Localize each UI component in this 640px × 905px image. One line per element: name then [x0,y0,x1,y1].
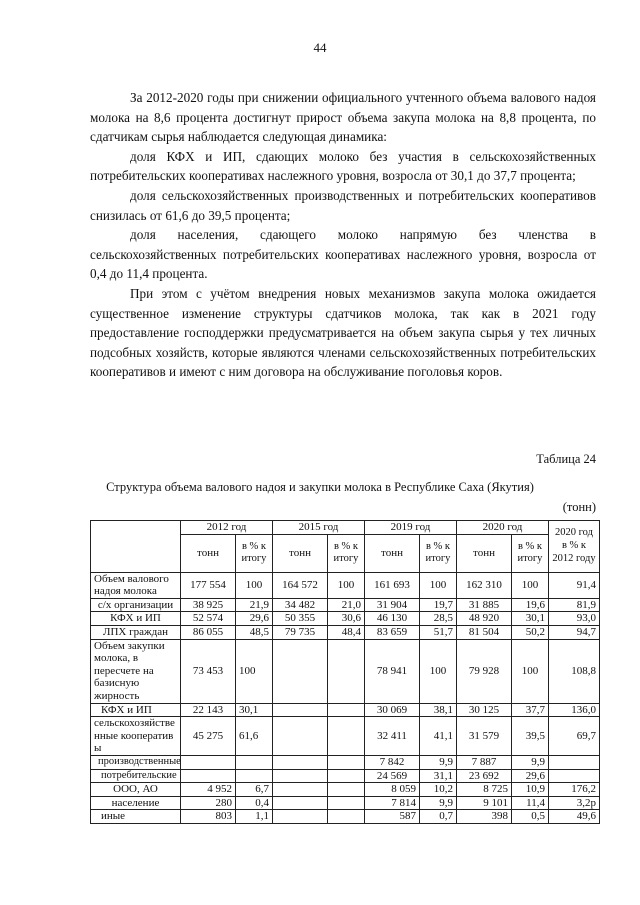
table-cell [236,755,273,769]
table-cell [236,769,273,783]
table-cell: 29,6 [512,769,549,783]
table-cell: 86 055 [181,625,236,639]
table-cell: 51,7 [420,625,457,639]
table-cell: 108,8 [549,639,600,703]
body-text [90,88,596,382]
table-cell: 30,1 [236,703,273,717]
table-cell [328,769,365,783]
table-cell [328,796,365,810]
row-label: Объем валового надоя молока [91,572,181,598]
table-row [91,796,600,810]
table-cell [328,639,365,703]
table-cell: 46 130 [365,612,420,626]
page-number: 44 [313,40,327,55]
table-cell: 587 [365,810,420,824]
subheader-tonn: тонн [181,534,236,572]
table-cell [273,769,328,783]
table-cell: 8 725 [457,783,512,797]
table-cell: 50,2 [512,625,549,639]
row-label: Объем закупки молока, в пересчете на базисную жирность [91,639,181,703]
table-cell: 9,9 [420,755,457,769]
year-header: 2012 год [181,521,273,535]
table-cell [273,783,328,797]
paragraph: При этом с учётом внедрения новых механизмов закупа молока ожидается существенное изменение структуры сдатчиков молока, так как в 2021 году предоставление господдержки предусматривается на объем закупа сырья у тех личных подсобных хозяйств, которые являются членами сельскохозяйственных потребительских кооперативов и имеют с ним договора на обслуживание поголовья коров. [90,285,596,380]
table-cell: 19,6 [512,598,549,612]
table-cell [328,717,365,756]
table-row [91,612,600,626]
table-cell: 136,0 [549,703,600,717]
table-cell: 30,6 [328,612,365,626]
table-cell [328,810,365,824]
table-cell: 7 842 [365,755,420,769]
table-cell [181,755,236,769]
table-cell: 803 [181,810,236,824]
table-cell: 30 069 [365,703,420,717]
table-row [91,810,600,824]
table-cell: 0,4 [236,796,273,810]
table-cell: 30 125 [457,703,512,717]
table-cell: 48,5 [236,625,273,639]
table-cell [181,769,236,783]
subheader-pct: в % к итогу [236,534,273,572]
table-cell: 1,1 [236,810,273,824]
table-cell [273,703,328,717]
table-cell [328,703,365,717]
table-cell: 31 579 [457,717,512,756]
table-cell: 94,7 [549,625,600,639]
table-cell: 31,1 [420,769,457,783]
table-cell: 81 504 [457,625,512,639]
table-cell: 100 [512,572,549,598]
paragraph: доля сельскохозяйственных производственных и потребительских кооперативов снизилась от 61,6 до 39,5 процента; [90,187,596,223]
table-cell: 176,2 [549,783,600,797]
table-cell: 32 411 [365,717,420,756]
table-cell: 19,7 [420,598,457,612]
table-cell: 41,1 [420,717,457,756]
table-row [91,769,600,783]
table-cell: 83 659 [365,625,420,639]
table-cell: 6,7 [236,783,273,797]
table-cell: 0,5 [512,810,549,824]
table-row [91,639,600,703]
table-cell: 100 [420,639,457,703]
table-cell: 23 692 [457,769,512,783]
table-cell: 7 814 [365,796,420,810]
table-cell: 21,0 [328,598,365,612]
table-cell: 48 920 [457,612,512,626]
table-cell: 11,4 [512,796,549,810]
table-cell: 100 [236,639,273,703]
row-label: иные [91,810,181,824]
table-cell: 39,5 [512,717,549,756]
table-cell: 9,9 [512,755,549,769]
table-cell: 61,6 [236,717,273,756]
table-cell [328,783,365,797]
table-cell: 398 [457,810,512,824]
table-cell: 48,4 [328,625,365,639]
table-cell: 162 310 [457,572,512,598]
table-cell: 0,7 [420,810,457,824]
table-cell: 93,0 [549,612,600,626]
table-title: Структура объема валового надоя и закупки молока в Республике Саха (Якутия) [106,480,534,494]
table-cell: 38 925 [181,598,236,612]
table-cell: 100 [328,572,365,598]
table-row [91,572,600,598]
subheader-pct: в % к итогу [512,534,549,572]
table-cell: 34 482 [273,598,328,612]
subheader-tonn: тонн [365,534,420,572]
table-cell [273,810,328,824]
table-cell: 49,6 [549,810,600,824]
table-cell: 21,9 [236,598,273,612]
row-label: сельскохозяйственные кооперативы [91,717,181,756]
table-cell [549,755,600,769]
table-row [91,717,600,756]
row-label: потребительские [91,769,181,783]
table-cell [273,796,328,810]
table-label: Таблица 24 [536,452,596,466]
row-label: ООО, АО [91,783,181,797]
subheader-tonn: тонн [273,534,328,572]
table-cell: 161 693 [365,572,420,598]
table-cell: 38,1 [420,703,457,717]
table-cell [273,639,328,703]
table-cell: 164 572 [273,572,328,598]
table-cell: 31 904 [365,598,420,612]
table-row [91,625,600,639]
table-cell: 3,2р [549,796,600,810]
table-cell: 10,2 [420,783,457,797]
table-cell: 37,7 [512,703,549,717]
table-cell: 280 [181,796,236,810]
table-row [91,703,600,717]
table-cell: 79 735 [273,625,328,639]
table-cell: 69,7 [549,717,600,756]
table-cell [273,755,328,769]
year-header: 2015 год [273,521,365,535]
table-cell: 4 952 [181,783,236,797]
table-cell [549,769,600,783]
year-header: 2019 год [365,521,457,535]
paragraph: доля населения, сдающего молоко напрямую без членства в сельскохозяйственных потребительских кооперативах наслежного уровня, возросла от 0,4 до 11,4 процента. [90,227,596,282]
table-cell: 52 574 [181,612,236,626]
subheader-tonn: тонн [457,534,512,572]
subheader-pct: в % к итогу [328,534,365,572]
table-cell: 7 887 [457,755,512,769]
row-label: производственные [91,755,181,769]
table-cell: 29,6 [236,612,273,626]
table-units: (тонн) [562,500,596,514]
table-cell: 100 [512,639,549,703]
table-cell: 8 059 [365,783,420,797]
row-label: КФХ и ИП [91,612,181,626]
row-label: КФХ и ИП [91,703,181,717]
table-cell [273,717,328,756]
table-cell: 24 569 [365,769,420,783]
milk-structure-table [90,520,600,824]
table-row [91,783,600,797]
table-row [91,755,600,769]
table-cell [328,755,365,769]
paragraph: За 2012-2020 годы при снижении официального учтенного объема валового надоя молока на 8,6 процента достигнут прирост объема закупа молока на 8,8 процента, по сдатчикам сырья наблюдается следующая динамика: [90,90,596,145]
table-cell: 9,9 [420,796,457,810]
table-cell: 73 453 [181,639,236,703]
table-cell: 50 355 [273,612,328,626]
table-cell: 78 941 [365,639,420,703]
table-cell: 28,5 [420,612,457,626]
table-cell: 9 101 [457,796,512,810]
table-cell: 79 928 [457,639,512,703]
table-cell: 10,9 [512,783,549,797]
table-cell: 91,4 [549,572,600,598]
table-cell: 22 143 [181,703,236,717]
year-header: 2020 год [457,521,549,535]
row-label: с/х организации [91,598,181,612]
header-row-years [91,521,600,535]
row-label: население [91,796,181,810]
table-cell: 81,9 [549,598,600,612]
header-blank-cell [91,521,181,573]
paragraph: доля КФХ и ИП, сдающих молоко без участия в сельскохозяйственных потребительских кооперативах наслежного уровня, возросла от 30,1 до 37,7 процента; [90,148,596,184]
row-label: ЛПХ граждан [91,625,181,639]
table-cell: 177 554 [181,572,236,598]
table-cell: 31 885 [457,598,512,612]
table-row [91,598,600,612]
change-header: 2020 год в % к 2012 году [549,521,600,573]
subheader-pct: в % к итогу [420,534,457,572]
table-cell: 45 275 [181,717,236,756]
table-cell: 100 [236,572,273,598]
table-cell: 30,1 [512,612,549,626]
table-cell: 100 [420,572,457,598]
